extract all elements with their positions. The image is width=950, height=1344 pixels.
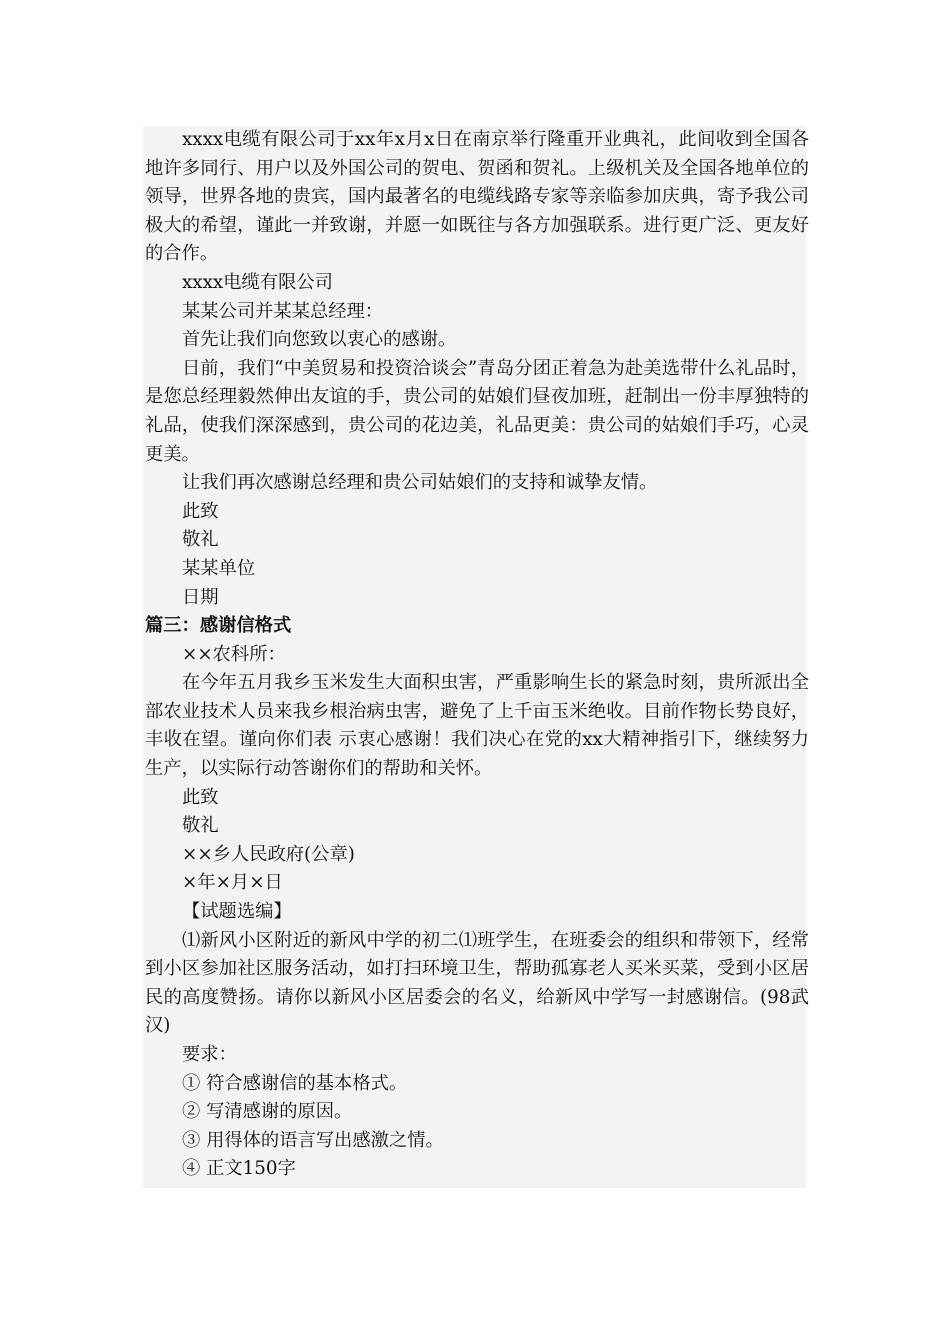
exercise-heading: 【试题选编】 — [182, 901, 292, 923]
section-heading: 篇三：感谢信格式 — [145, 615, 292, 637]
closing-jingli: 敬礼 — [182, 529, 219, 551]
exercise-paragraph: ⑴新风小区附近的新风中学的初二⑴班学生，在班委会的组织和带领下，经常到小区参加社区服务活动，如打扫环境卫生，帮助孤寡老人买米买菜，受到小区居民的高度赞扬。请你以新风小区居委会的名义，给新风中学写一封感谢信。(98武汉) — [145, 929, 809, 1037]
body-paragraph-gift: 日前，我们“中美贸易和投资洽谈会”青岛分团正着急为赴美选带什么礼品时，是您总经理毅然伸出友谊的手，贵公司的姑娘们昼夜加班，赶制出一份丰厚独特的礼品，使我们深深感到，贵公司的花边美，礼品更美：贵公司的姑娘们手巧，心灵更美。 — [145, 357, 809, 465]
requirement-4: ④ 正文150字 — [182, 1158, 296, 1180]
signature-date-2: ×年×月×日 — [182, 872, 283, 894]
opening-thanks: 首先让我们向您致以衷心的感谢。 — [182, 329, 457, 351]
requirement-2: ② 写清感谢的原因。 — [182, 1101, 353, 1123]
signature-date: 日期 — [182, 586, 219, 608]
salutation-manager: 某某公司并某某总经理： — [182, 300, 384, 322]
document-body — [145, 126, 809, 1184]
body-paragraph-pest: 在今年五月我乡玉米发生大面积虫害，严重影响生长的紧急时刻，贵所派出全部农业技术人员来我乡根治病虫害，避免了上千亩玉米绝收。目前作物长势良好，丰收在望。谨向你们表 示衷心感谢！我们决心在党的xx大精神指引下，继续努力生产，以实际行动答谢你们的帮助和关怀。 — [145, 672, 809, 780]
requirement-3: ③ 用得体的语言写出感激之情。 — [182, 1129, 444, 1151]
signature-unit: 某某单位 — [182, 557, 256, 579]
closing-cizhi-2: 此致 — [182, 786, 219, 808]
closing-jingli-2: 敬礼 — [182, 815, 219, 837]
salutation-institute: ××农科所： — [182, 643, 286, 665]
requirements-label: 要求： — [182, 1044, 237, 1065]
intro-paragraph: xxxx电缆有限公司于xx年x月x日在南京举行隆重开业典礼，此间收到全国各地许多同行、用户以及外国公司的贺电、贺函和贺礼。上级机关及全国各地单位的领导，世界各地的贵宾，国内最著名的电缆线路专家等亲临参加庆典，寄予我公司极大的希望，谨此一并致谢，并愿一如既往与各方加强联系。进行更广泛、更友好的合作。 — [145, 129, 809, 265]
signature-government: ××乡人民政府(公章) — [182, 843, 355, 865]
closing-thanks: 让我们再次感谢总经理和贵公司姑娘们的支持和诚挚友情。 — [182, 472, 658, 494]
requirement-1: ① 符合感谢信的基本格式。 — [182, 1072, 408, 1094]
signature-company: xxxx电缆有限公司 — [182, 271, 333, 293]
closing-cizhi: 此致 — [182, 500, 219, 522]
